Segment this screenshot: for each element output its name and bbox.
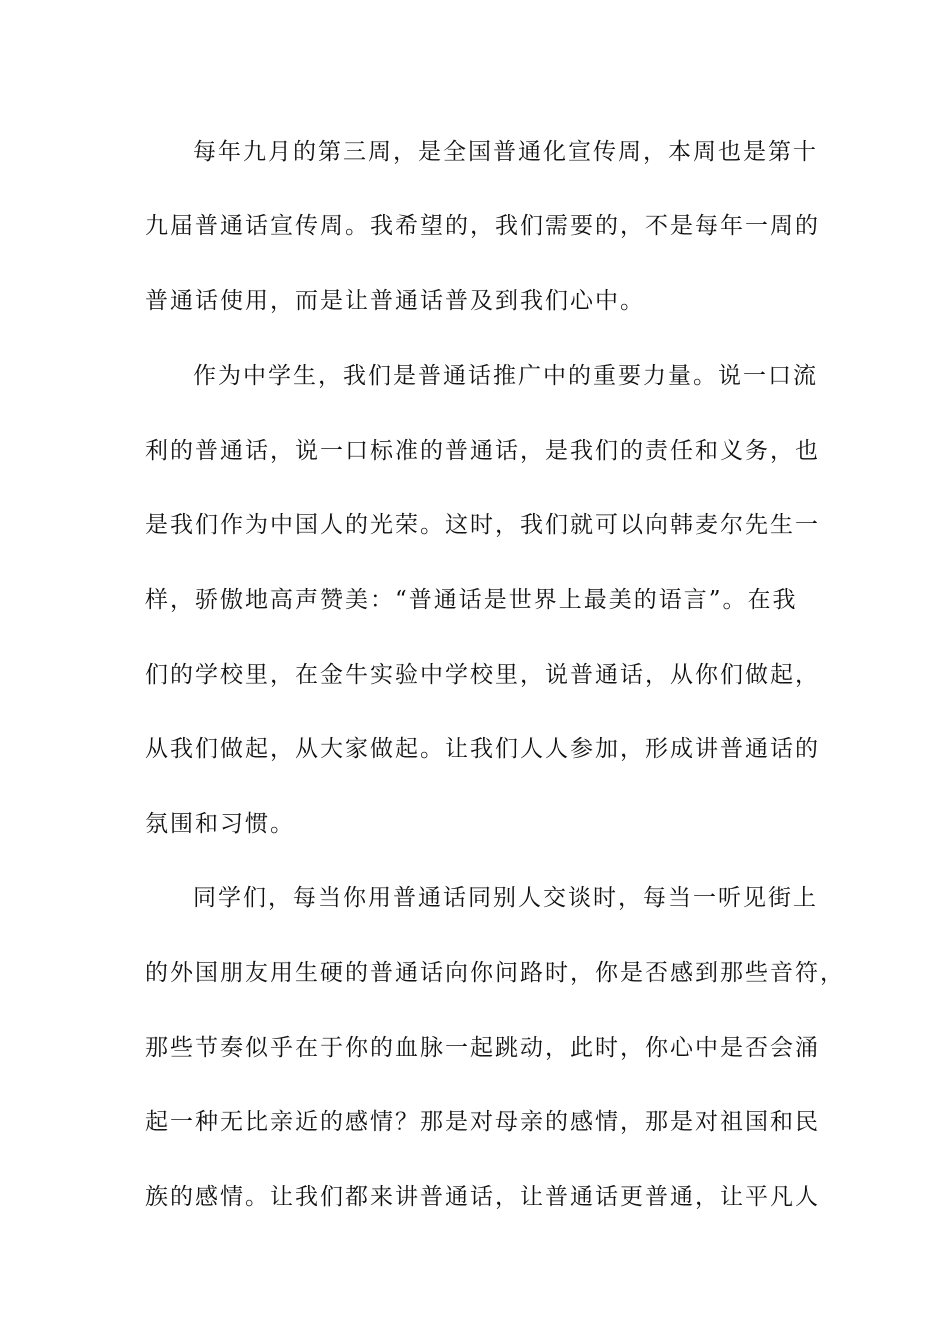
paragraph-2-line-5: 们的学校里，在金牛实验中学校里，说普通话，从你们做起， (145, 662, 820, 688)
paragraph-2-line-3: 是我们作为中国人的光荣。这时，我们就可以向韩麦尔先生一 (145, 512, 820, 538)
paragraph-2-line-4: 样，骄傲地高声赞美：“普通话是世界上最美的语言”。在我 (145, 587, 798, 613)
paragraph-2-line-2: 利的普通话，说一口标准的普通话，是我们的责任和义务，也 (145, 438, 820, 464)
paragraph-2-line-7: 氛围和习惯。 (145, 811, 295, 837)
paragraph-1-line-2: 九届普通话宣传周。我希望的，我们需要的，不是每年一周的 (145, 213, 820, 239)
paragraph-3-line-3: 那些节奏似乎在于你的血脉一起跳动，此时，你心中是否会涌 (145, 1035, 820, 1061)
paragraph-1-line-1: 每年九月的第三周，是全国普通化宣传周，本周也是第十 (193, 139, 818, 165)
paragraph-3-line-2: 的外国朋友用生硬的普通话向你问路时，你是否感到那些音符， (145, 960, 845, 986)
paragraph-1-line-3: 普通话使用，而是让普通话普及到我们心中。 (145, 288, 645, 314)
paragraph-2-line-1: 作为中学生，我们是普通话推广中的重要力量。说一口流 (193, 363, 818, 389)
paragraph-2-line-6: 从我们做起，从大家做起。让我们人人参加，形成讲普通话的 (145, 736, 820, 762)
paragraph-3-line-4: 起一种无比亲近的感情？那是对母亲的感情，那是对祖国和民 (145, 1109, 820, 1135)
paragraph-3-line-5: 族的感情。让我们都来讲普通话，让普通话更普通，让平凡人 (145, 1184, 820, 1210)
paragraph-3-line-1: 同学们，每当你用普通话同别人交谈时，每当一听见街上 (193, 885, 818, 911)
